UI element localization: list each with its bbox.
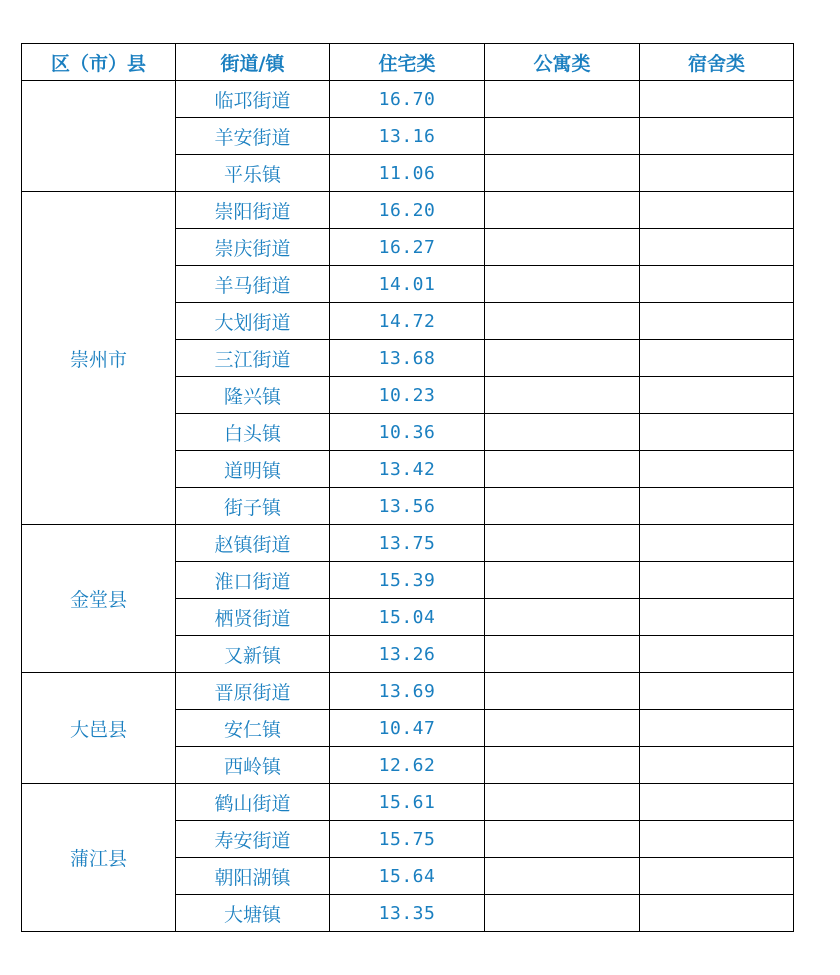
residential-price-cell: 13.35 xyxy=(330,895,485,932)
apartment-price-cell xyxy=(485,747,640,784)
table-row xyxy=(22,81,794,118)
residential-price-cell: 12.62 xyxy=(330,747,485,784)
table-body xyxy=(22,81,794,932)
dormitory-price-cell xyxy=(640,192,794,229)
dormitory-price-cell xyxy=(640,784,794,821)
dormitory-price-cell xyxy=(640,599,794,636)
table-row xyxy=(22,784,794,821)
apartment-price-cell xyxy=(485,710,640,747)
apartment-price-cell xyxy=(485,81,640,118)
dormitory-price-cell xyxy=(640,414,794,451)
price-table xyxy=(21,43,794,932)
district-cell: 大邑县 xyxy=(22,673,176,784)
dormitory-price-cell xyxy=(640,155,794,192)
dormitory-price-cell xyxy=(640,229,794,266)
street-cell: 栖贤街道 xyxy=(176,599,330,636)
header-residential: 住宅类 xyxy=(330,44,485,81)
apartment-price-cell xyxy=(485,414,640,451)
street-cell: 三江街道 xyxy=(176,340,330,377)
apartment-price-cell xyxy=(485,451,640,488)
residential-price-cell: 16.27 xyxy=(330,229,485,266)
dormitory-price-cell xyxy=(640,118,794,155)
header-district: 区（市）县 xyxy=(22,44,176,81)
residential-price-cell: 13.16 xyxy=(330,118,485,155)
street-cell: 赵镇街道 xyxy=(176,525,330,562)
apartment-price-cell xyxy=(485,118,640,155)
street-cell: 朝阳湖镇 xyxy=(176,858,330,895)
residential-price-cell: 13.42 xyxy=(330,451,485,488)
dormitory-price-cell xyxy=(640,81,794,118)
street-cell: 大划街道 xyxy=(176,303,330,340)
dormitory-price-cell xyxy=(640,303,794,340)
apartment-price-cell xyxy=(485,784,640,821)
district-cell: 蒲江县 xyxy=(22,784,176,932)
dormitory-price-cell xyxy=(640,525,794,562)
apartment-price-cell xyxy=(485,636,640,673)
table-row xyxy=(22,673,794,710)
residential-price-cell: 15.61 xyxy=(330,784,485,821)
table-row xyxy=(22,525,794,562)
street-cell: 白头镇 xyxy=(176,414,330,451)
street-cell: 晋原街道 xyxy=(176,673,330,710)
residential-price-cell: 10.47 xyxy=(330,710,485,747)
street-cell: 鹤山街道 xyxy=(176,784,330,821)
district-cell xyxy=(22,81,176,192)
street-cell: 羊马街道 xyxy=(176,266,330,303)
apartment-price-cell xyxy=(485,266,640,303)
apartment-price-cell xyxy=(485,303,640,340)
street-cell: 西岭镇 xyxy=(176,747,330,784)
header-row xyxy=(22,44,794,81)
district-cell: 崇州市 xyxy=(22,192,176,525)
table-header xyxy=(22,44,794,81)
apartment-price-cell xyxy=(485,488,640,525)
street-cell: 淮口街道 xyxy=(176,562,330,599)
apartment-price-cell xyxy=(485,155,640,192)
residential-price-cell: 15.39 xyxy=(330,562,485,599)
street-cell: 又新镇 xyxy=(176,636,330,673)
residential-price-cell: 11.06 xyxy=(330,155,485,192)
street-cell: 临邛街道 xyxy=(176,81,330,118)
price-table-container xyxy=(21,43,794,932)
street-cell: 安仁镇 xyxy=(176,710,330,747)
dormitory-price-cell xyxy=(640,747,794,784)
residential-price-cell: 14.72 xyxy=(330,303,485,340)
apartment-price-cell xyxy=(485,673,640,710)
street-cell: 道明镇 xyxy=(176,451,330,488)
apartment-price-cell xyxy=(485,858,640,895)
residential-price-cell: 13.68 xyxy=(330,340,485,377)
dormitory-price-cell xyxy=(640,377,794,414)
street-cell: 街子镇 xyxy=(176,488,330,525)
residential-price-cell: 15.64 xyxy=(330,858,485,895)
dormitory-price-cell xyxy=(640,821,794,858)
dormitory-price-cell xyxy=(640,636,794,673)
dormitory-price-cell xyxy=(640,451,794,488)
residential-price-cell: 13.75 xyxy=(330,525,485,562)
apartment-price-cell xyxy=(485,562,640,599)
residential-price-cell: 14.01 xyxy=(330,266,485,303)
dormitory-price-cell xyxy=(640,266,794,303)
dormitory-price-cell xyxy=(640,340,794,377)
dormitory-price-cell xyxy=(640,858,794,895)
dormitory-price-cell xyxy=(640,710,794,747)
street-cell: 寿安街道 xyxy=(176,821,330,858)
dormitory-price-cell xyxy=(640,895,794,932)
residential-price-cell: 15.04 xyxy=(330,599,485,636)
apartment-price-cell xyxy=(485,525,640,562)
street-cell: 崇阳街道 xyxy=(176,192,330,229)
apartment-price-cell xyxy=(485,377,640,414)
dormitory-price-cell xyxy=(640,562,794,599)
street-cell: 大塘镇 xyxy=(176,895,330,932)
street-cell: 隆兴镇 xyxy=(176,377,330,414)
residential-price-cell: 13.56 xyxy=(330,488,485,525)
residential-price-cell: 16.70 xyxy=(330,81,485,118)
residential-price-cell: 13.26 xyxy=(330,636,485,673)
header-apartment: 公寓类 xyxy=(485,44,640,81)
dormitory-price-cell xyxy=(640,488,794,525)
street-cell: 崇庆街道 xyxy=(176,229,330,266)
residential-price-cell: 10.23 xyxy=(330,377,485,414)
apartment-price-cell xyxy=(485,340,640,377)
residential-price-cell: 13.69 xyxy=(330,673,485,710)
street-cell: 平乐镇 xyxy=(176,155,330,192)
dormitory-price-cell xyxy=(640,673,794,710)
header-street: 街道/镇 xyxy=(176,44,330,81)
residential-price-cell: 16.20 xyxy=(330,192,485,229)
residential-price-cell: 10.36 xyxy=(330,414,485,451)
residential-price-cell: 15.75 xyxy=(330,821,485,858)
header-dormitory: 宿舍类 xyxy=(640,44,794,81)
apartment-price-cell xyxy=(485,599,640,636)
apartment-price-cell xyxy=(485,229,640,266)
street-cell: 羊安街道 xyxy=(176,118,330,155)
apartment-price-cell xyxy=(485,821,640,858)
apartment-price-cell xyxy=(485,192,640,229)
table-row xyxy=(22,192,794,229)
apartment-price-cell xyxy=(485,895,640,932)
district-cell: 金堂县 xyxy=(22,525,176,673)
